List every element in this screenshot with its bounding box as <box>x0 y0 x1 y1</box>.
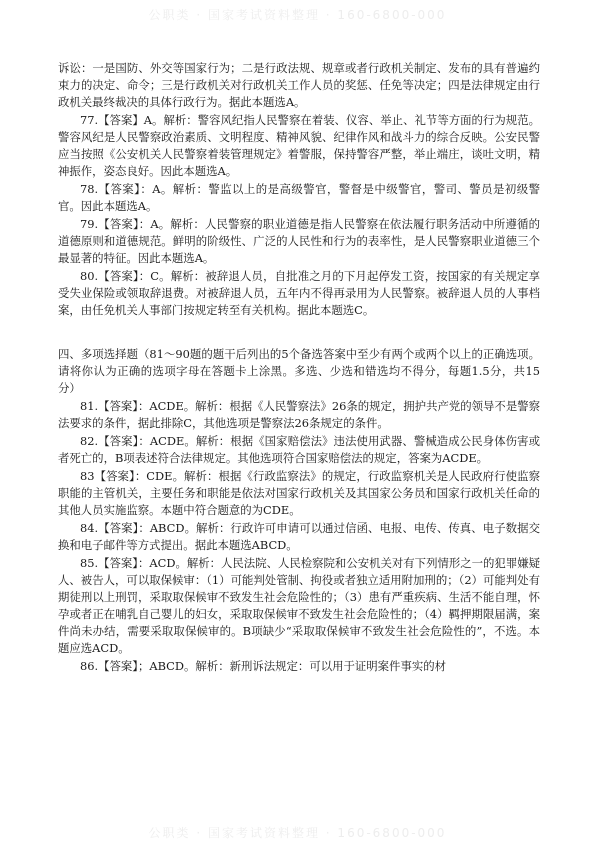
paragraph-q83: 83【答案】：CDE。解析：根据《行政监察法》的规定，行政监察机关是人民政府行使监察职能的主管机关，主要任务和职能是依法对国家行政机关及其国家公务员和国家行政机关任命的其他人员实施监察。本题中符合题意的为CDE。 <box>58 469 540 517</box>
watermark-top: 公职类 · 国家考试资料整理 · 160-6800-000 <box>148 8 447 22</box>
paragraph-q77: 77.【答案】A。解析：警容风纪指人民警察在着装、仪容、举止、礼节等方面的行为规范。警容风纪是人民警察政治素质、文明程度、精神风貌、纪律作风和战斗力的综合反映。公安民警应当按照《公安机关人民警察着装管理规定》着警服，保持警容严整，举止端庄，谈吐文明，精神振作，姿态良好。因此本题选A。 <box>58 113 540 178</box>
paragraph-q80: 80.【答案】：C。解析：被辞退人员，自批准之月的下月起停发工资，按国家的有关规定享受失业保险或领取辞退费。对被辞退人员，五年内不得再录用为人民警察。被辞退人员的人事档案，由任免机关人事部门按规定转至有关机构。据此本题选C。 <box>58 269 540 317</box>
paragraph-q78: 78.【答案】：A。解析：警监以上的是高级警官，警督是中级警官，警司、警员是初级警官。因此本题选A。 <box>58 182 540 213</box>
paragraph-q84: 84.【答案】：ABCD。解析：行政许可申请可以通过信函、电报、电传、传真、电子数据交换和电子邮件等方式提出。据此本题选ABCD。 <box>58 521 540 552</box>
paragraph-q82: 82.【答案】：ACDE。解析：根据《国家赔偿法》违法使用武器、警械造成公民身体伤害或者死亡的，B项表述符合法律规定。其他选项符合国家赔偿法的规定，答案为ACDE。 <box>58 434 540 465</box>
paragraph-q86: 86.【答案】；ABCD。解析：新刑诉法规定：可以用于证明案件事实的材 <box>80 659 447 673</box>
paragraph-q76-continuation: 诉讼：一是国防、外交等国家行为；二是行政法规、规章或者行政机关制定、发布的具有普遍约束力的决定、命令；三是行政机关对行政机关工作人员的奖惩、任免等决定；四是法律规定由行政机关最终裁决的具体行政行为。据此本题选A。 <box>58 61 540 109</box>
paragraph-q85: 85.【答案】：ACD。解析：人民法院、人民检察院和公安机关对有下列情形之一的犯罪嫌疑人、被告人，可以取保候审：（1）可能判处管制、拘役或者独立适用附加刑的；（2）可能判处有期徒刑以上刑罚，采取取保候审不致发生社会危险性的；（3）患有严重疾病、生活不能自理，怀孕或者正在哺乳自己婴儿的妇女，采取取保候审不致发生社会危险性的；（4）羁押期限届满，案件尚未办结，需要采取取保候审的。B项缺少“采取取保候审不致发生社会危险性的”，不选。本题应选ACD。 <box>58 556 540 655</box>
paragraph-q79: 79.【答案】：A。解析：人民警察的职业道德是指人民警察在依法履行职务活动中所遵循的道德原则和道德规范。鲜明的阶级性、广泛的人民性和行为的表率性，是人民警察职业道德三个最显著的特征。因此本题选A。 <box>58 217 540 265</box>
section-heading-multiple-choice: 四、多项选择题（81～90题的题干后列出的5个备选答案中至少有两个或两个以上的正确选项。请将你认为正确的选项字母在答题卡上涂黑。多选、少选和错选均不得分，每题1.5分，共15分） <box>58 347 540 395</box>
section-spacer <box>58 320 540 346</box>
watermark-bottom: 公职类 · 国家考试资料整理 · 160-6800-000 <box>148 826 447 840</box>
document-body <box>58 60 540 676</box>
paragraph-q81: 81.【答案】：ACDE。解析：根据《人民警察法》26条的规定，拥护共产党的领导不是警察法要求的条件，据此排除C，其他选项是警察法26条规定的条件。 <box>58 399 540 430</box>
